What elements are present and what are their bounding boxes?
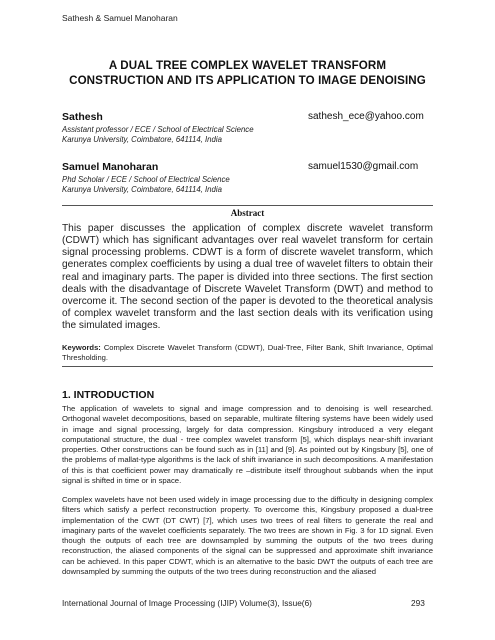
abstract-top-rule <box>62 205 433 206</box>
paper-title <box>62 58 433 88</box>
author-1-email[interactable]: sathesh_ece@yahoo.com <box>308 111 424 122</box>
abstract-heading: Abstract <box>230 208 265 218</box>
introduction-paragraph-1: The application of wavelets to signal and image compression and to denoising is well researched. Orthogonal wavelet decompositions, based on separable, multirate filtering systems have been widely used in image and signal processing, largely for data compression. Kingsbury introduced a very elegant computational structure, the dual - tree complex wavelet transform [5], which displays near-shift invariant properties. Other constructions can be found such as in [11] and [9]. As pointed out by Kingsbury [5], one of the problems of mallat-type algorithms is the lack of shift invariance in such decompositions. A manifestation of this is that coefficient power may dramatically re –distribute itself throughout subbands when the input signal is shifted in time or in space. <box>62 404 433 486</box>
keywords <box>62 343 433 363</box>
author-1-name: Sathesh <box>62 111 103 123</box>
title-line-2: CONSTRUCTION AND ITS APPLICATION TO IMAGE DENOISING <box>69 74 426 87</box>
title-line-1: A DUAL TREE COMPLEX WAVELET TRANSFORM <box>108 59 387 72</box>
author-1-affiliation <box>62 125 254 145</box>
author-2-affiliation-line-2: Karunya University, Coimbatore, 641114, India <box>62 185 222 194</box>
author-2-affiliation <box>62 175 230 195</box>
section-heading-introduction: 1. INTRODUCTION <box>62 389 155 401</box>
author-1-affiliation-line-1: Assistant professor / ECE / School of Electrical Science <box>62 125 254 134</box>
keywords-label: Keywords: <box>62 343 101 352</box>
author-2-name: Samuel Manoharan <box>62 161 159 173</box>
author-2-email[interactable]: samuel1530@gmail.com <box>308 161 419 172</box>
author-1-affiliation-line-2: Karunya University, Coimbatore, 641114, India <box>62 135 222 144</box>
footer-page-number: 293 <box>411 598 425 608</box>
abstract-body: This paper discusses the application of complex discrete wavelet transform (CDWT) which has significant advantages over real wavelet transform for certain signal processing problems. CDWT is a form of discrete wavelet transform, which generates complex coefficients by using a dual tree of wavelet filters to obtain their real and imaginary parts. The paper is divided into three sections. The first section deals with the disadvantage of Discrete Wavelet Transform (DWT) and method to overcome it. The second section of the paper is devoted to the theoretical analysis of complex wavelet transform and the last section deals with its verification using the simulated images. <box>62 223 433 332</box>
author-2-affiliation-line-1: Phd Scholar / ECE / School of Electrical Science <box>62 175 230 184</box>
running-head: Sathesh & Samuel Manoharan <box>62 13 178 23</box>
footer-journal: International Journal of Image Processing (IJIP) Volume(3), Issue(6) <box>62 598 312 608</box>
keywords-bottom-rule <box>62 366 433 367</box>
introduction-paragraph-2: Complex wavelets have not been used widely in image processing due to the difficulty in designing complex filters which satisfy a perfect reconstruction property. To overcome this, Kingsbury proposed a dual-tree implementation of the CWT (DT CWT) [7], which uses two trees of real filters to generate the real and imaginary parts of the wavelet coefficients separately. The two trees are shown in Fig. 3 for 1D signal. Even though the outputs of each tree are downsampled by summing the outputs of the two trees during reconstruction, the aliased components of the signal can be suppressed and approximate shift invariance can be achieved. In this paper CDWT, which is an alternative to the basic DWT the outputs of each tree are downsampled by summing the outputs of the two trees during reconstruction and the aliased <box>62 495 433 577</box>
keywords-text: Complex Discrete Wavelet Transform (CDWT), Dual-Tree, Filter Bank, Shift Invariance, Optimal Thresholding. <box>62 343 433 362</box>
